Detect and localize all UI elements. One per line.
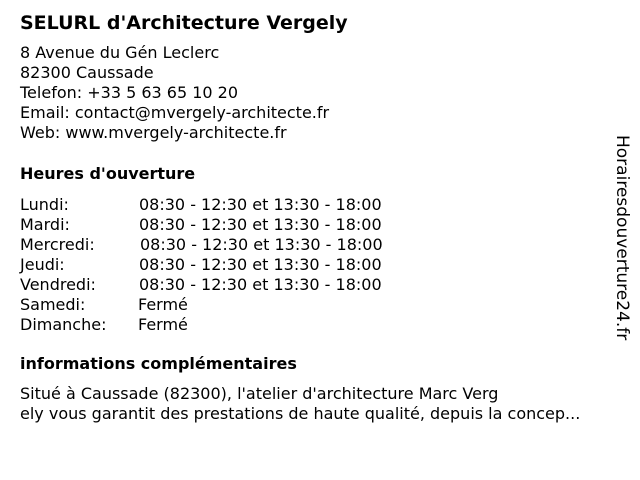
site-watermark: Horairesdouverture24.fr: [612, 135, 632, 341]
time-value: Fermé: [138, 315, 188, 334]
day-label: Samedi:: [20, 295, 86, 314]
time-value: Fermé: [138, 295, 188, 314]
address-line-city: 82300 Caussade: [20, 63, 154, 82]
additional-info-heading: informations complémentaires: [20, 354, 297, 373]
phone-line: Telefon: +33 5 63 65 10 20: [20, 83, 239, 102]
email-line: Email: contact@mvergely-architecte.fr: [20, 103, 330, 122]
day-label: Mardi:: [20, 215, 70, 234]
opening-hours-heading: Heures d'ouverture: [20, 164, 196, 183]
day-label: Dimanche:: [20, 315, 107, 334]
web-line: Web: www.mvergely-architecte.fr: [20, 123, 287, 142]
time-value: 08:30 - 12:30 et 13:30 - 18:00: [139, 275, 382, 294]
business-name: SELURL d'Architecture Vergely: [20, 12, 348, 34]
contact-block: [20, 43, 329, 143]
day-label: Jeudi:: [20, 255, 65, 274]
time-value: 08:30 - 12:30 et 13:30 - 18:00: [139, 215, 382, 234]
address-line-street: 8 Avenue du Gén Leclerc: [20, 43, 220, 62]
time-value: 08:30 - 12:30 et 13:30 - 18:00: [139, 255, 382, 274]
description-line-2: ely vous garantit des prestations de haute qualité, depuis la concep...: [20, 404, 581, 423]
day-label: Lundi:: [20, 195, 69, 214]
time-value: 08:30 - 12:30 et 13:30 - 18:00: [139, 195, 382, 214]
description-line-1: Situé à Caussade (82300), l'atelier d'architecture Marc Verg: [20, 384, 499, 403]
description-text: [20, 384, 635, 424]
day-label: Mercredi:: [20, 235, 95, 254]
time-value: 08:30 - 12:30 et 13:30 - 18:00: [140, 235, 383, 254]
day-label: Vendredi:: [20, 275, 96, 294]
